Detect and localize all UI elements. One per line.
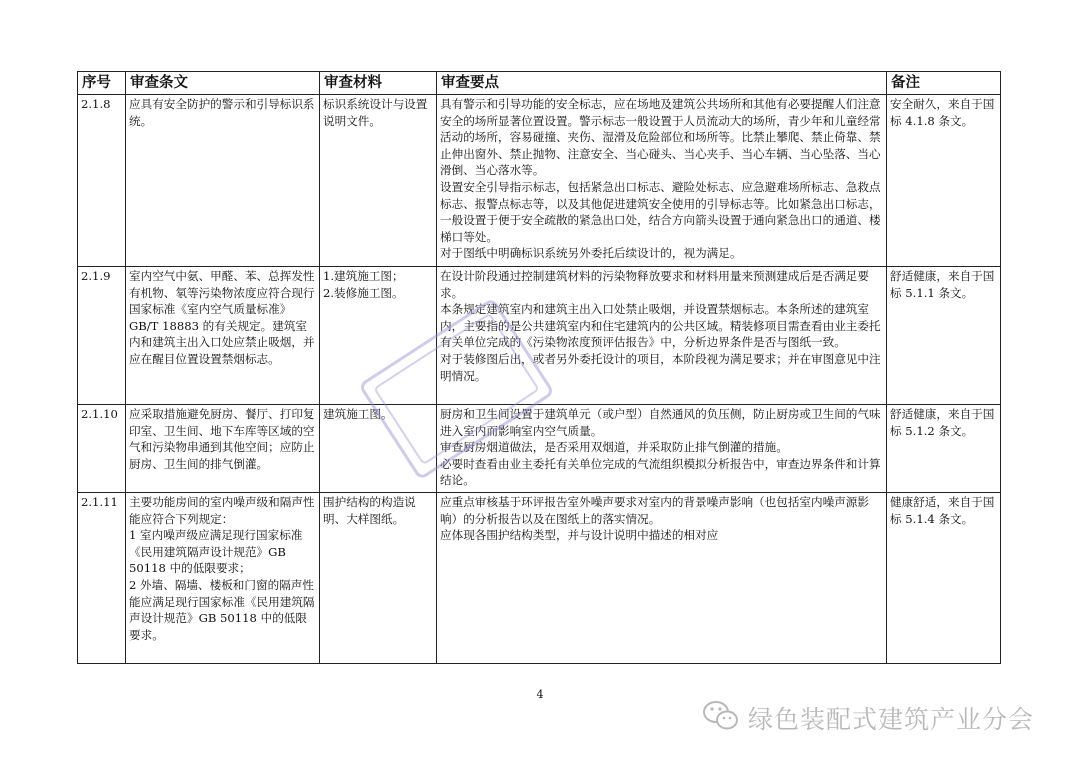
point-text: 审查厨房烟道做法，是否采用双烟道，并采取防止排气倒灌的措施。 <box>440 440 788 455</box>
row-materials: 围护结构的构造说明、大样图纸。 <box>320 493 437 664</box>
point-text: 对于图纸中明确标识系统另外委托后续设计的，视为满足。 <box>440 246 742 261</box>
row-serial: 2.1.10 <box>78 405 126 493</box>
row-clause: 主要功能房间的室内噪声级和隔声性能应符合下列规定： 1 室内噪声级应满足现行国家标准《民用建筑隔声设计规范》GB 50118 中的低限要求； 2 外墙、隔墙、楼板和门窗的隔声性能应满足现行国家标准《民用建筑隔声设计规范》GB 50118 中的低限要求。 <box>126 493 320 664</box>
point-text: 厨房和卫生间设置于建筑单元（或户型）自然通风的负压侧，防止厨房或卫生间的气味进入室内而影响室内空气质量。 <box>440 407 881 438</box>
row-materials: 1.建筑施工图； 2.装修施工图。 <box>320 267 437 405</box>
point-text: 具有警示和引导功能的安全标志，应在场地及建筑公共场所和其他有必要提醒人们注意安全的场所显著位置设置。警示标志一般设置于人员流动大的场所，青少年和儿童经常活动的场所，容易碰撞、夹伤、湿滑及危险部位和场所等。比禁止攀爬、禁止倚靠、禁止伸出窗外、禁止抛物、注意安全、当心碰头、当心夹手、当心车辆、当心坠落、当心滑倒、当心落水等。 <box>440 97 881 178</box>
row-remark: 舒适健康，来自于国标 5.1.2 条文。 <box>887 405 1001 493</box>
row-remark: 舒适健康，来自于国标 5.1.1 条文。 <box>887 267 1001 405</box>
row-clause: 应具有安全防护的警示和引导标识系统。 <box>126 95 320 267</box>
table-row <box>78 493 1001 664</box>
table-row <box>78 405 1001 493</box>
header-serial: 序号 <box>78 72 126 95</box>
point-text: 应体现各围护结构类型，并与设计说明中描述的相对应 <box>440 528 719 543</box>
row-materials: 标识系统设计与设置说明文件。 <box>320 95 437 267</box>
row-serial: 2.1.8 <box>78 95 126 267</box>
wechat-icon <box>702 699 740 733</box>
row-serial: 2.1.11 <box>78 493 126 664</box>
row-clause: 室内空气中氨、甲醛、苯、总挥发性有机物、氡等污染物浓度应符合现行国家标准《室内空气质量标准》GB/T 18883 的有关规定。建筑室内和建筑主出入口处应禁止吸烟，并应在醒目位置设置禁烟标志。 <box>126 267 320 405</box>
row-materials: 建筑施工图。 <box>320 405 437 493</box>
point-text: 本条规定建筑室内和建筑主出入口处禁止吸烟，并设置禁烟标志。本条所述的建筑室内，主要指的是公共建筑室内和住宅建筑内的公共区域。精装修项目需查看由业主委托有关单位完成的《污染物浓度预评估报告》中，分析边界条件是否与图纸一致。 <box>440 302 881 350</box>
row-points <box>437 95 887 267</box>
header-row <box>78 72 1001 95</box>
point-text: 应重点审核基于环评报告室外噪声要求对室内的背景噪声影响（也包括室内噪声源影响）的分析报告以及在图纸上的落实情况。 <box>440 495 869 526</box>
page-number: 4 <box>536 688 544 701</box>
point-text: 必要时查看由业主委托有关单位完成的气流组织模拟分析报告中，审查边界条件和计算结论。 <box>440 456 881 488</box>
point-text: 在设计阶段通过控制建筑材料的污染物释放要求和材料用量来预测建成后是否满足要求。 <box>440 269 869 300</box>
header-clause: 审查条文 <box>126 72 320 95</box>
watermark-text: 绿色装配式建筑产业分会 <box>748 705 1035 734</box>
table-row <box>78 95 1001 267</box>
header-points: 审查要点 <box>437 72 887 95</box>
row-clause: 应采取措施避免厨房、餐厅、打印复印室、卫生间、地下车库等区域的空气和污染物串通到其他空间；应防止厨房、卫生间的排气倒灌。 <box>126 405 320 493</box>
row-remark: 安全耐久，来自于国标 4.1.8 条文。 <box>887 95 1001 267</box>
point-text: 设置安全引导指示标志，包括紧急出口标志、避险处标志、应急避难场所标志、急救点标志、报警点标志等，以及其他促进建筑安全使用的引导标志等。比如紧急出口标志，一般设置于便于安全疏散的紧急出口处，结合方向箭头设置于通向紧急出口的通道、楼梯口等处。 <box>440 179 881 244</box>
point-text: 对于装修图后出，或者另外委托设计的项目，本阶段视为满足要求；并在审图意见中注明情况。 <box>440 351 881 383</box>
header-remark: 备注 <box>887 72 1001 95</box>
row-points <box>437 493 887 664</box>
row-serial: 2.1.9 <box>78 267 126 405</box>
row-remark: 健康舒适，来自于国标 5.1.4 条文。 <box>887 493 1001 664</box>
header-materials: 审查材料 <box>320 72 437 95</box>
